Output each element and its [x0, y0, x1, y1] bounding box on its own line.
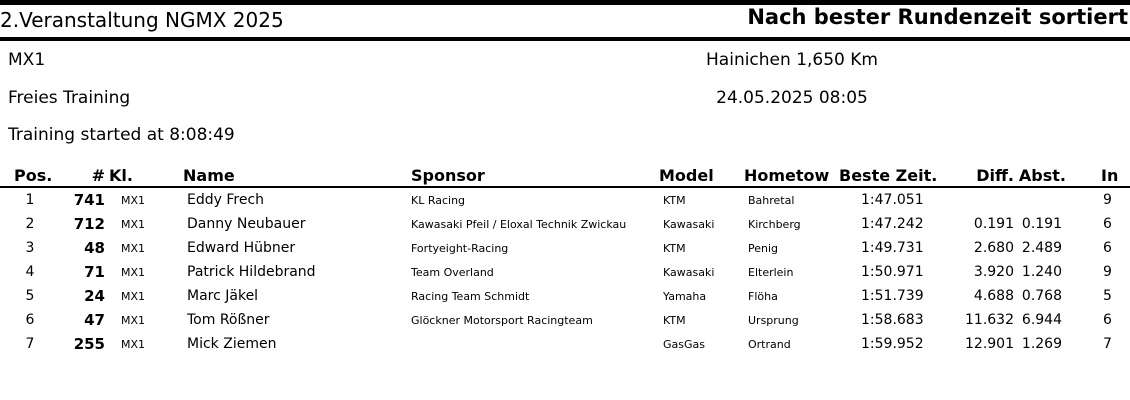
cell-gap: 0.768: [1021, 288, 1062, 304]
cell-best-time: 1:47.051: [861, 192, 924, 208]
cell-diff: 0.191: [973, 216, 1014, 232]
cell-pos: 2: [25, 216, 35, 232]
cell-diff: 12.901: [965, 336, 1014, 352]
cell-number: 24: [84, 287, 105, 305]
cell-best-time: 1:58.683: [861, 312, 924, 328]
cell-name: Edward Hübner: [187, 240, 296, 256]
cell-sponsor: Team Overland: [411, 265, 494, 279]
cell-class: MX1: [121, 313, 146, 327]
cell-gap: [1014, 187, 1072, 212]
session-name: Freies Training: [8, 88, 131, 108]
cell-number: 712: [73, 215, 105, 233]
cell-pos: 3: [25, 240, 35, 256]
cell-name: Tom Rößner: [187, 312, 270, 328]
col-diff: Diff.: [944, 163, 1014, 187]
cell-hometown: Elterlein: [748, 265, 794, 279]
cell-sponsor: Glöckner Motorsport Racingteam: [411, 313, 593, 327]
cell-model: KTM: [663, 193, 686, 207]
col-gap: Abst.: [1014, 163, 1072, 187]
cell-diff: 11.632: [965, 312, 1014, 328]
sort-title: Nach bester Rundenzeit sortiert: [747, 5, 1128, 29]
col-pos: Pos.: [0, 163, 60, 187]
cell-model: Kawasaki: [663, 265, 715, 279]
cell-diff: 2.680: [973, 240, 1014, 256]
col-class: Kl.: [105, 163, 183, 187]
cell-best-time: 1:51.739: [861, 288, 924, 304]
cell-diff: [944, 187, 1014, 212]
cell-laps: 6: [1103, 240, 1112, 256]
cell-gap: 6.944: [1021, 312, 1062, 328]
cell-name: Marc Jäkel: [187, 288, 259, 304]
col-best-time: Beste Zeit.: [839, 163, 944, 187]
cell-number: 255: [73, 335, 105, 353]
cell-name: Patrick Hildebrand: [187, 264, 316, 280]
cell-hometown: Penig: [748, 241, 779, 255]
event-datetime: 24.05.2025 08:05: [716, 88, 868, 108]
cell-sponsor: Racing Team Schmidt: [411, 289, 530, 303]
cell-hometown: Bahretal: [748, 193, 795, 207]
cell-gap: 2.489: [1021, 240, 1062, 256]
cell-pos: 1: [25, 192, 35, 208]
cell-class: MX1: [121, 193, 146, 207]
col-sponsor: Sponsor: [407, 163, 659, 187]
cell-laps: 7: [1103, 336, 1112, 352]
cell-number: 71: [84, 263, 105, 281]
cell-pos: 7: [25, 336, 35, 352]
cell-model: GasGas: [663, 337, 705, 351]
cell-best-time: 1:50.971: [861, 264, 924, 280]
cell-laps: 6: [1103, 312, 1112, 328]
table-row: [0, 260, 1130, 284]
cell-number: 741: [73, 191, 105, 209]
cell-hometown: Kirchberg: [748, 217, 801, 231]
col-name: Name: [183, 163, 407, 187]
cell-number: 48: [84, 239, 105, 257]
cell-hometown: Ortrand: [748, 337, 791, 351]
cell-laps: 9: [1103, 192, 1112, 208]
cell-laps: 5: [1103, 288, 1112, 304]
col-model: Model: [659, 163, 744, 187]
cell-model: Yamaha: [663, 289, 707, 303]
cell-class: MX1: [121, 217, 146, 231]
cell-gap: 1.240: [1021, 264, 1062, 280]
cell-number: 47: [84, 311, 105, 329]
table-row: [0, 332, 1130, 356]
cell-laps: 6: [1103, 216, 1112, 232]
cell-model: KTM: [663, 313, 686, 327]
cell-best-time: 1:47.242: [861, 216, 924, 232]
cell-diff: 4.688: [973, 288, 1014, 304]
col-num: #: [60, 163, 105, 187]
cell-hometown: Flöha: [748, 289, 778, 303]
cell-class: MX1: [121, 337, 146, 351]
cell-laps: 9: [1103, 264, 1112, 280]
event-title: 2.Veranstaltung NGMX 2025: [0, 8, 284, 32]
table-row: [0, 187, 1130, 212]
cell-model: KTM: [663, 241, 686, 255]
cell-gap: 0.191: [1021, 216, 1062, 232]
cell-sponsor: [407, 332, 659, 356]
results-table: [0, 163, 1130, 356]
class-name: MX1: [8, 50, 46, 70]
col-hometown: Hometow: [744, 163, 839, 187]
cell-pos: 6: [25, 312, 35, 328]
cell-sponsor: KL Racing: [411, 193, 466, 207]
table-row: [0, 308, 1130, 332]
cell-name: Danny Neubauer: [187, 216, 306, 232]
cell-pos: 4: [25, 264, 35, 280]
cell-hometown: Ursprung: [748, 313, 799, 327]
cell-sponsor: Kawasaki Pfeil / Eloxal Technik Zwickau: [411, 217, 627, 231]
cell-model: Kawasaki: [663, 217, 715, 231]
cell-class: MX1: [121, 289, 146, 303]
table-row: [0, 284, 1130, 308]
training-start: Training started at 8:08:49: [8, 125, 235, 145]
cell-name: Eddy Frech: [187, 192, 265, 208]
cell-pos: 5: [25, 288, 35, 304]
col-laps: In: [1072, 163, 1130, 187]
table-row: [0, 212, 1130, 236]
cell-gap: 1.269: [1021, 336, 1062, 352]
cell-class: MX1: [121, 265, 146, 279]
cell-name: Mick Ziemen: [187, 336, 277, 352]
cell-best-time: 1:59.952: [861, 336, 924, 352]
cell-diff: 3.920: [973, 264, 1014, 280]
table-header-row: [0, 163, 1130, 187]
cell-class: MX1: [121, 241, 146, 255]
track-info: Hainichen 1,650 Km: [706, 50, 878, 70]
cell-sponsor: Fortyeight-Racing: [411, 241, 509, 255]
header-rule: [0, 37, 1130, 41]
table-row: [0, 236, 1130, 260]
cell-best-time: 1:49.731: [861, 240, 924, 256]
